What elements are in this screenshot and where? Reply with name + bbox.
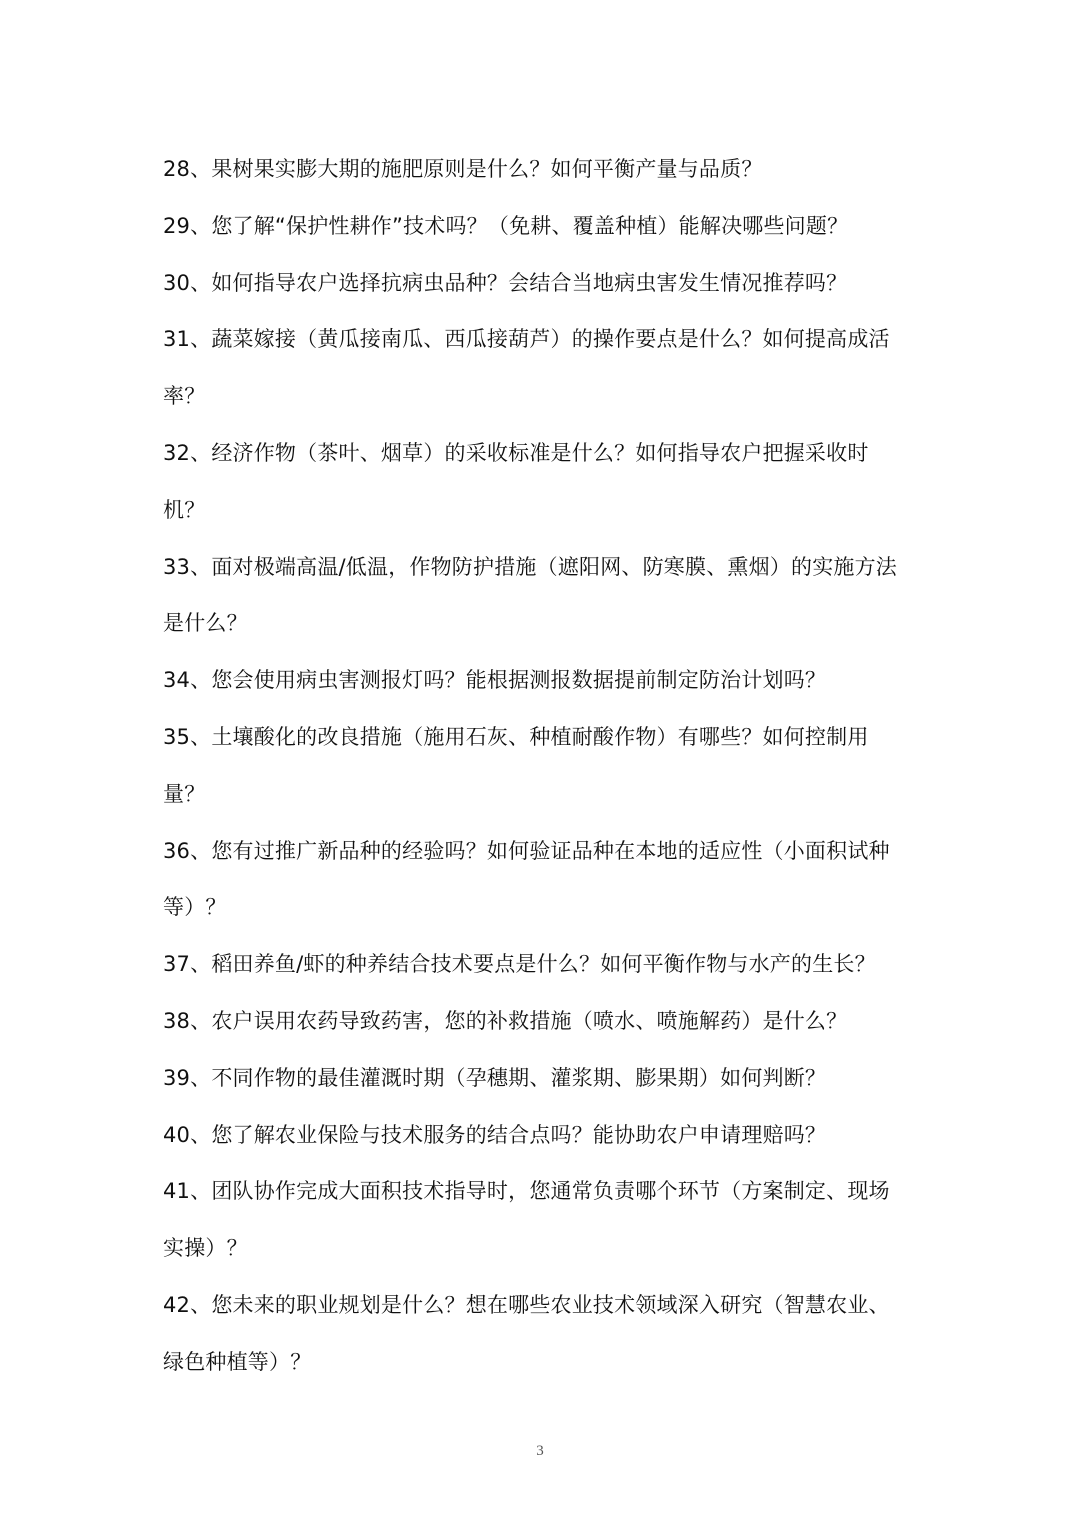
question-34: 34、您会使用病虫害测报灯吗？能根据测报数据提前制定防治计划吗？ (163, 668, 827, 693)
question-31: 31、蔬菜嫁接（黄瓜接南瓜、西瓜接葫芦）的操作要点是什么？如何提高成活率？ (163, 327, 890, 409)
question-39: 39、不同作物的最佳灌溉时期（孕穗期、灌浆期、膨果期）如何判断？ (163, 1065, 827, 1090)
question-35: 35、土壤酸化的改良措施（施用石灰、种植耐酸作物）有哪些？如何控制用量？ (163, 724, 869, 806)
question-list (163, 141, 908, 1391)
question-33: 33、面对极端高温/低温，作物防护措施（遮阳网、防寒膜、熏烟）的实施方法是什么？ (163, 554, 897, 636)
page-number: 3 (536, 1443, 544, 1459)
question-38: 38、农户误用农药导致药害，您的补救措施（喷水、喷施解药）是什么？ (163, 1008, 848, 1033)
question-41: 41、团队协作完成大面积技术指导时，您通常负责哪个环节（方案制定、现场实操）？ (163, 1179, 890, 1261)
question-32: 32、经济作物（茶叶、烟草）的采收标准是什么？如何指导农户把握采收时机？ (163, 440, 869, 522)
question-40: 40、您了解农业保险与技术服务的结合点吗？能协助农户申请理赔吗？ (163, 1122, 827, 1147)
question-29: 29、您了解“保护性耕作”技术吗？（免耕、覆盖种植）能解决哪些问题？ (163, 213, 849, 238)
question-36: 36、您有过推广新品种的经验吗？如何验证品种在本地的适应性（小面积试种等）？ (163, 838, 890, 920)
question-37: 37、稻田养鱼/虾的种养结合技术要点是什么？如何平衡作物与水产的生长？ (163, 952, 876, 977)
question-42: 42、您未来的职业规划是什么？想在哪些农业技术领域深入研究（智慧农业、绿色种植等）？ (163, 1292, 890, 1374)
question-28: 28、果树果实膨大期的施肥原则是什么？如何平衡产量与品质？ (163, 157, 763, 181)
question-30: 30、如何指导农户选择抗病虫品种？会结合当地病虫害发生情况推荐吗？ (163, 270, 848, 295)
